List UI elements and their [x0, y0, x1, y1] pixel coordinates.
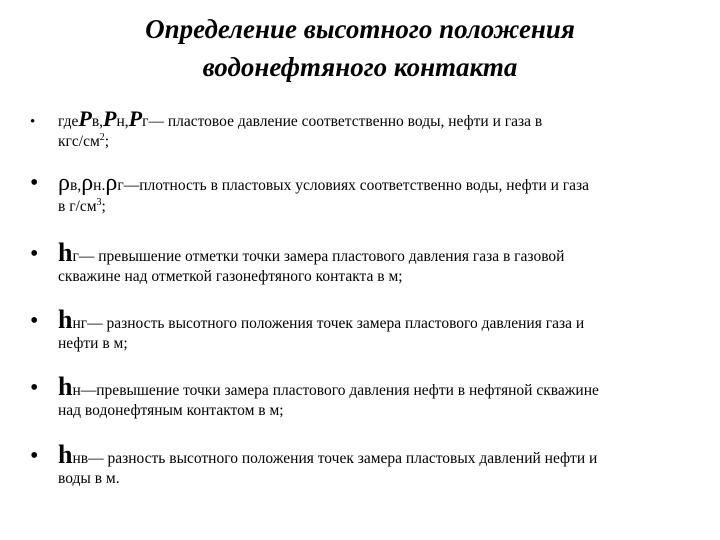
title-line-2: водонефтяного контакта — [202, 52, 518, 82]
item-text-line-1: — превышение отметки точки замера пластового давления газа в газовой — [78, 248, 565, 265]
list-item-hg — [30, 238, 700, 286]
symbol-h: h — [58, 440, 73, 469]
bullet-icon: • — [30, 308, 39, 334]
list-item-hn — [30, 372, 700, 420]
subscript-oil: н — [93, 177, 102, 194]
item-text-line-2: кгс/$см^2$; — [58, 132, 110, 151]
subscript-water: в — [91, 113, 100, 130]
symbol-rho-oil: ρ — [81, 170, 94, 196]
bullet-icon: • — [30, 114, 36, 130]
symbol-p-water: P — [78, 106, 92, 131]
subscript: нг — [72, 315, 88, 332]
subscript-gas: г — [117, 177, 124, 194]
separator: , — [77, 177, 82, 194]
item-text-line-1: —плотность в пластовых условиях соответственно воды, нефти и газа — [123, 177, 590, 194]
symbol-rho-gas: ρ — [105, 170, 118, 196]
symbol-p-oil: P — [103, 106, 117, 131]
slide-title — [60, 10, 660, 86]
item-text-line-2: воды в м. — [58, 470, 120, 487]
list-item-density — [30, 170, 700, 216]
bullet-icon: • — [30, 375, 39, 401]
symbol-h: h — [58, 305, 73, 334]
list-item-pressure — [30, 106, 700, 151]
subscript: н — [72, 382, 81, 399]
item-prefix: где — [58, 113, 79, 130]
subscript: нв — [72, 450, 89, 467]
list-item-hng — [30, 305, 700, 353]
separator: , — [124, 113, 129, 130]
separator: . — [101, 177, 106, 194]
subscript-water: в — [69, 177, 78, 194]
item-text-line-2: над водонефтяным контактом в м; — [58, 402, 284, 419]
superscript: 2 — [99, 132, 105, 143]
list-item-hnv — [30, 440, 700, 488]
item-text-line-1: —превышение точки замера пластового давления нефти в нефтяной скважине — [80, 382, 599, 399]
superscript: 3 — [96, 197, 102, 208]
item-text-line-1: — разность высотного положения точек замера пластового давления газа и — [87, 315, 585, 332]
subscript: г — [72, 248, 79, 265]
symbol-rho-water: ρ — [58, 170, 70, 196]
subscript-gas: г — [142, 113, 149, 130]
symbol-h: h — [58, 238, 73, 267]
symbol-h: h — [58, 372, 73, 401]
symbol-p-gas: P — [128, 106, 143, 131]
subscript-oil: н — [116, 113, 125, 130]
item-text-line-1: — пластовое давление соответственно воды, нефти и газа в — [148, 113, 543, 130]
separator: , — [99, 113, 104, 130]
bullet-icon: • — [30, 443, 39, 469]
title-line-1: Определение высотного положения — [145, 14, 575, 44]
item-text-line-2: в $г/см^3$; — [58, 197, 106, 216]
item-text-line-2: нефти в м; — [58, 335, 128, 352]
item-text-line-1: — разность высотного положения точек замера пластовых давлений нефти и — [88, 450, 598, 467]
bullet-icon: • — [30, 241, 39, 267]
bullet-icon: • — [30, 170, 39, 196]
item-text-line-2: скважине над отметкой газонефтяного контакта в м; — [58, 268, 403, 285]
